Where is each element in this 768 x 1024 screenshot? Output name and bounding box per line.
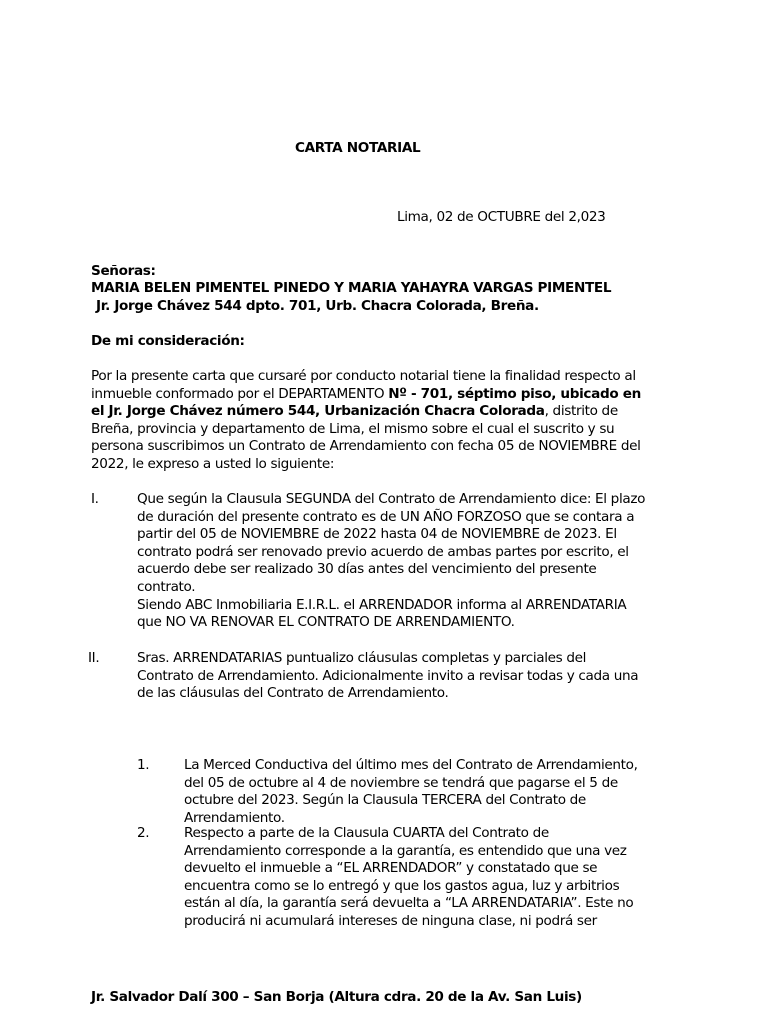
intro-line: Breña, provincia y departamento de Lima, el mismo sobre el cual el suscrito y su — [91, 420, 615, 437]
section-line: de duración del presente contrato es de UN AÑO FORZOSO que se contara a — [137, 508, 635, 525]
intro-line: 2022, le expreso a usted lo siguiente: — [91, 455, 335, 472]
section-i-marker: I. — [91, 491, 99, 507]
place-date: Lima, 02 de OCTUBRE del 2,023 — [397, 209, 606, 225]
letter-title: CARTA NOTARIAL — [295, 140, 421, 156]
section-line: Contrato de Arrendamiento. Adicionalmente invito a revisar todas y cada una — [137, 667, 639, 684]
item-line: encuentra como se lo entregó y que los gastos agua, luz y arbitrios — [184, 877, 620, 894]
section-line: Sras. ARRENDATARIAS puntualizo cláusulas completas y parciales del — [137, 650, 587, 666]
section-ii-text — [137, 650, 638, 703]
recipient-names: MARIA BELEN PIMENTEL PINEDO Y MARIA YAHAYRA VARGAS PIMENTEL — [91, 280, 612, 296]
intro-line — [91, 403, 641, 421]
intro-text: , distrito de — [544, 403, 618, 420]
intro-line: persona suscribimos un Contrato de Arrendamiento con fecha 05 de NOVIEMBRE del — [91, 438, 641, 455]
salutation: Señoras: — [91, 263, 156, 279]
intro-line: Por la presente carta que cursaré por conducto notarial tiene la finalidad respecto al — [91, 368, 636, 384]
section-i-text — [137, 491, 645, 632]
greeting: De mi consideración: — [91, 333, 245, 349]
footer-address: Jr. Salvador Dalí 300 – San Borja (Altura cdra. 20 de la Av. San Luis) — [91, 989, 582, 1005]
item-line: del 05 de octubre al 4 de noviembre se tendrá que pagarse el 5 de — [184, 774, 618, 791]
property-address: el Jr. Jorge Chávez número 544, Urbanización Chacra Colorada — [91, 403, 545, 420]
section-ii-marker: II. — [88, 650, 100, 666]
item-line: Arrendamiento corresponde a la garantía, es entendido que una vez — [184, 842, 627, 859]
item-line: Arrendamiento. — [184, 809, 285, 826]
item-line: octubre del 2023. Según la Clausula TERCERA del Contrato de — [184, 792, 586, 809]
section-line: Que según la Clausula SEGUNDA del Contrato de Arrendamiento dice: El plazo — [137, 491, 646, 507]
section-line: acuerdo debe ser realizado 30 días antes del vencimiento del presente — [137, 561, 597, 578]
item-line: producirá ni acumulará intereses de ninguna clase, ni podrá ser — [184, 912, 597, 929]
section-line: Siendo ABC Inmobiliaria E.I.R.L. el ARRENDADOR informa al ARRENDATARIA — [137, 596, 627, 613]
item-line: están al día, la garantía será devuelta a “LA ARRENDATARIA”. Este no — [184, 895, 634, 912]
intro-paragraph — [91, 368, 641, 474]
section-line: contrato. — [137, 578, 196, 595]
section-line: de las cláusulas del Contrato de Arrendamiento. — [137, 685, 449, 702]
section-line: contrato podrá ser renovado previo acuerdo de ambas partes por escrito, el — [137, 543, 629, 560]
item-1-text — [184, 757, 638, 827]
intro-text: inmueble conformado por el DEPARTAMENTO — [91, 385, 389, 402]
item-1-marker: 1. — [137, 757, 150, 773]
item-2-marker: 2. — [137, 825, 150, 841]
department-number: Nº - 701, séptimo piso, ubicado en — [388, 385, 641, 402]
item-line: devuelto el inmueble a “EL ARRENDADOR” y constatado que se — [184, 860, 598, 877]
section-line: que NO VA RENOVAR EL CONTRATO DE ARRENDAMIENTO. — [137, 614, 515, 631]
item-line: Respecto a parte de la Clausula CUARTA del Contrato de — [184, 825, 549, 841]
item-line: La Merced Conductiva del último mes del Contrato de Arrendamiento, — [184, 757, 638, 773]
recipient-address: Jr. Jorge Chávez 544 dpto. 701, Urb. Chacra Colorada, Breña. — [96, 298, 539, 314]
item-2-text — [184, 825, 633, 931]
section-line: partir del 05 de NOVIEMBRE de 2022 hasta 04 de NOVIEMBRE de 2023. El — [137, 526, 617, 543]
intro-line — [91, 386, 641, 404]
